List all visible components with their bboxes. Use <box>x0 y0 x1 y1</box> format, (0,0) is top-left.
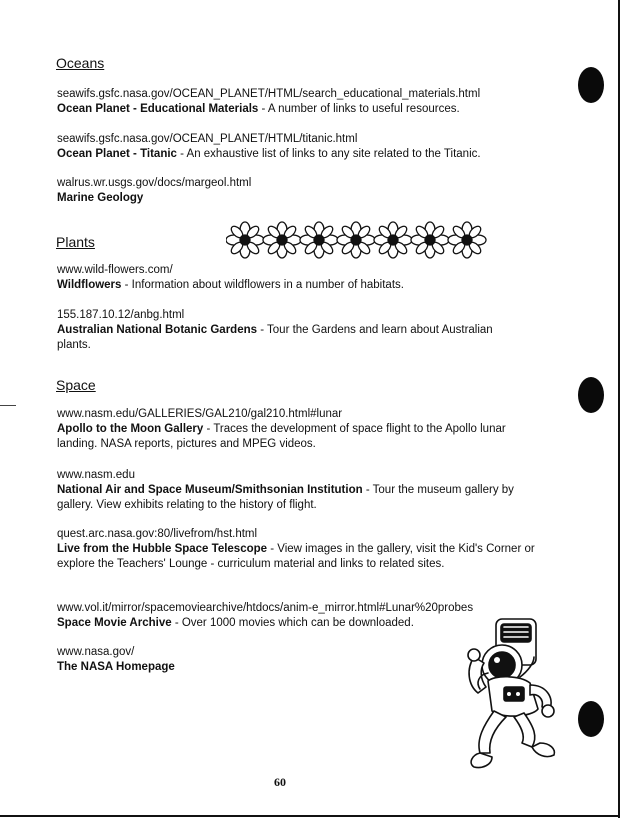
link-url[interactable]: walrus.wr.usgs.gov/docs/margeol.html <box>57 177 252 189</box>
link-desc: - Information about wildflowers in a number of habitats. <box>121 279 404 291</box>
flower-icon <box>300 222 338 258</box>
flower-icon <box>411 222 449 258</box>
link-title: Australian National Botanic Gardens <box>57 324 258 336</box>
link-url[interactable]: www.nasa.gov/ <box>57 646 135 658</box>
link-title: Ocean Planet - Titanic <box>57 148 177 160</box>
link-description <box>57 278 537 293</box>
link-title: The NASA Homepage <box>57 661 175 673</box>
link-desc: - View images in the gallery, visit the Kid's Corner or explore the Teachers' Lounge - curriculum material and links to related sites. <box>57 543 535 570</box>
link-description <box>57 191 537 206</box>
link-title: National Air and Space Museum/Smithsonian Institution <box>57 484 363 496</box>
link-title: Space Movie Archive <box>57 617 172 629</box>
link-url[interactable]: seawifs.gsfc.nasa.gov/OCEAN_PLANET/HTML/search_educational_materials.html <box>57 88 481 100</box>
link-desc: - Over 1000 movies which can be downloaded. <box>171 617 414 629</box>
link-title: Marine Geology <box>57 192 144 204</box>
link-url[interactable]: www.nasm.edu/GALLERIES/GAL210/gal210.html#lunar <box>57 408 343 420</box>
link-url[interactable]: quest.arc.nasa.gov:80/livefrom/hst.html <box>57 528 258 540</box>
link-desc: - An exhaustive list of links to any site related to the Titanic. <box>176 148 481 160</box>
link-url[interactable]: seawifs.gsfc.nasa.gov/OCEAN_PLANET/HTML/titanic.html <box>57 133 358 145</box>
page-border-bottom <box>0 815 620 817</box>
edge-mark <box>0 405 16 406</box>
punch-hole-bottom <box>578 701 604 737</box>
link-description <box>57 102 537 117</box>
link-url[interactable]: www.nasm.edu <box>57 469 135 481</box>
link-url[interactable]: www.vol.it/mirror/spacemoviearchive/htdocs/anim-e_mirror.html#Lunar%20probes <box>57 602 474 614</box>
link-description <box>57 483 539 513</box>
link-description <box>57 147 537 162</box>
flower-icon <box>226 222 264 258</box>
link-url[interactable]: www.wild-flowers.com/ <box>57 264 173 276</box>
punch-hole-top <box>578 67 604 103</box>
section-heading-oceans: Oceans <box>56 55 105 71</box>
section-heading-space: Space <box>56 377 96 393</box>
flower-icon <box>337 222 375 258</box>
flower-icon <box>374 222 412 258</box>
link-desc: - Traces the development of space flight to the Apollo lunar landing. NASA reports, pictures and MPEG videos. <box>57 423 506 450</box>
link-description <box>57 323 507 353</box>
link-desc: - A number of links to useful resources. <box>258 103 460 115</box>
astronaut-illustration <box>458 613 578 778</box>
flower-border <box>226 219 488 261</box>
link-title: Live from the Hubble Space Telescope <box>57 543 268 555</box>
link-desc: - Tour the museum gallery by gallery. View exhibits relating to the history of flight. <box>57 484 514 511</box>
punch-hole-middle <box>578 377 604 413</box>
flower-icon <box>263 222 301 258</box>
link-title: Wildflowers <box>57 279 122 291</box>
link-title: Ocean Planet - Educational Materials <box>57 103 259 115</box>
page-border-right <box>618 0 620 818</box>
section-heading-plants: Plants <box>56 234 95 250</box>
link-url[interactable]: 155.187.10.12/anbg.html <box>57 309 185 321</box>
flower-icon <box>448 222 486 258</box>
link-description <box>57 422 535 452</box>
page-number: 60 <box>274 775 286 789</box>
link-description <box>57 542 539 572</box>
link-desc: - Tour the Gardens and learn about Australian plants. <box>57 324 493 351</box>
link-title: Apollo to the Moon Gallery <box>57 423 204 435</box>
